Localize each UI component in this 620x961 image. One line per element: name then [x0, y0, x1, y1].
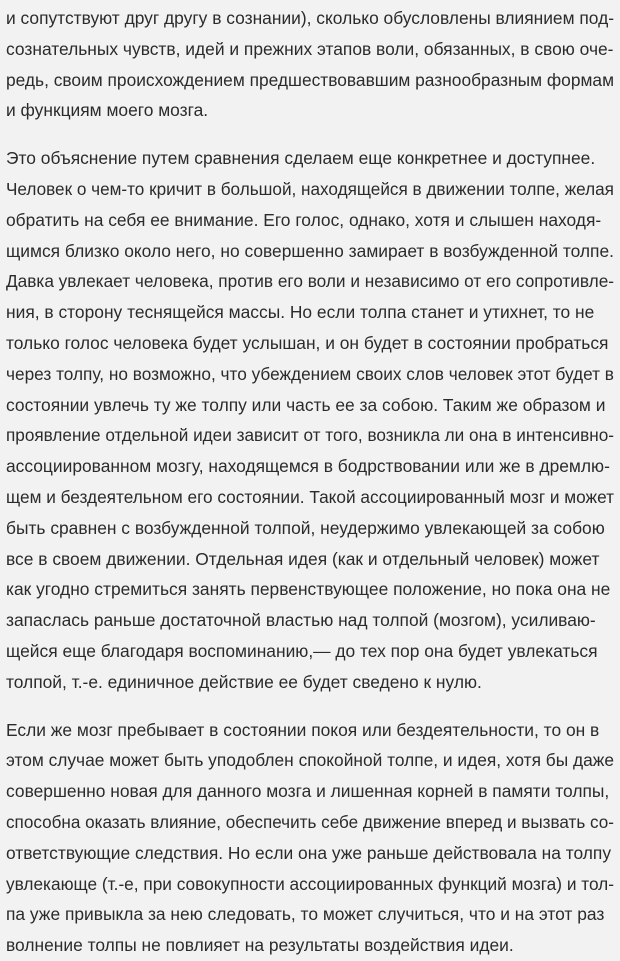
text-line: ответствующие следствия. Но если она уже раньше действовала на толпу	[6, 842, 612, 863]
text-line: Это объяснение путем сравнения сделаем еще конкретнее и доступнее.	[6, 148, 596, 169]
text-line: щем и бездеятельном его состоянии. Такой ассоциированный мозг и может	[6, 486, 614, 507]
text-line: через толпу, но возможно, что убеждением своих слов человек этот будет в	[6, 363, 614, 384]
text-line: увлекающе (т.-е, при совокупности ассоциированных функций мозга) и тол-	[6, 873, 615, 894]
text-line: и функциям моего мозга.	[6, 100, 209, 121]
text-line: проявление отдельной идеи зависит от того, возникла ли она в интенсивно-	[6, 425, 615, 446]
text-line: Человек о чем-то кричит в большой, находящейся в движении толпе, желая	[6, 178, 614, 199]
text-line: состоянии увлечь ту же толпу или часть ее за собою. Таким же образом и	[6, 394, 606, 415]
text-line: ассоциированном мозгу, находящемся в бодрствовании или же в дремлю-	[6, 456, 610, 477]
text-line: только голос человека будет услышан, и он будет в состоянии пробраться	[6, 332, 609, 353]
text-line: щейся еще благодаря воспоминанию,— до тех пор она будет увлекаться	[6, 640, 598, 661]
text-line: обратить на себя ее внимание. Его голос, однако, хотя и слышен находя-	[6, 209, 602, 230]
text-line: па уже привыкла за нею следовать, то может случиться, что и на этот раз	[6, 904, 605, 925]
paragraph	[6, 715, 614, 961]
text-line: как угодно стремиться занять первенствующее положение, но пока она не	[6, 579, 611, 600]
text-line: волнение толпы не повлияет на результаты воздействия идеи.	[6, 935, 514, 956]
text-line: ния, в сторону теснящейся массы. Но если толпа станет и утихнет, то не	[6, 302, 595, 323]
paragraph-gap	[6, 698, 614, 715]
text-line: совершенно новая для данного мозга и лишенная корней в памяти толпы,	[6, 781, 610, 802]
paragraph	[6, 3, 614, 126]
text-line: щимся близко около него, но совершенно замирает в возбужденной толпе.	[6, 240, 614, 261]
text-line: Если же мозг пребывает в состоянии покоя или бездеятельности, то он в	[6, 719, 600, 740]
text-line: толпой, т.-е. единичное действие ее будет сведено к нулю.	[6, 671, 482, 692]
text-line: способна оказать влияние, обеспечить себе движение вперед и вызвать со-	[6, 811, 615, 832]
text-line: Давка увлекает человека, против его воли и независимо от его сопротивле-	[6, 271, 615, 292]
paragraph	[6, 143, 614, 697]
text-line: запаслась раньше достаточной властью над толпой (мозгом), усиливаю-	[6, 610, 596, 631]
text-line: этом случае может быть уподоблен спокойной толпе, и идея, хотя бы даже	[6, 750, 614, 771]
text-line: сознательных чувств, идей и прежних этапов воли, обязанных, в свою оче-	[6, 38, 614, 59]
text-line: и сопутствуют друг другу в сознании), сколько обусловлены влиянием под-	[6, 8, 614, 28]
text-line: редь, своим происхождением предшествовавшим разнообразным формам	[6, 69, 615, 90]
text-line: быть сравнен с возбужденной толпой, неудержимо увлекающей за собою	[6, 517, 605, 538]
text-line: все в своем движении. Отдельная идея (как и отдельный человек) может	[6, 548, 600, 569]
paragraph-gap	[6, 126, 614, 143]
